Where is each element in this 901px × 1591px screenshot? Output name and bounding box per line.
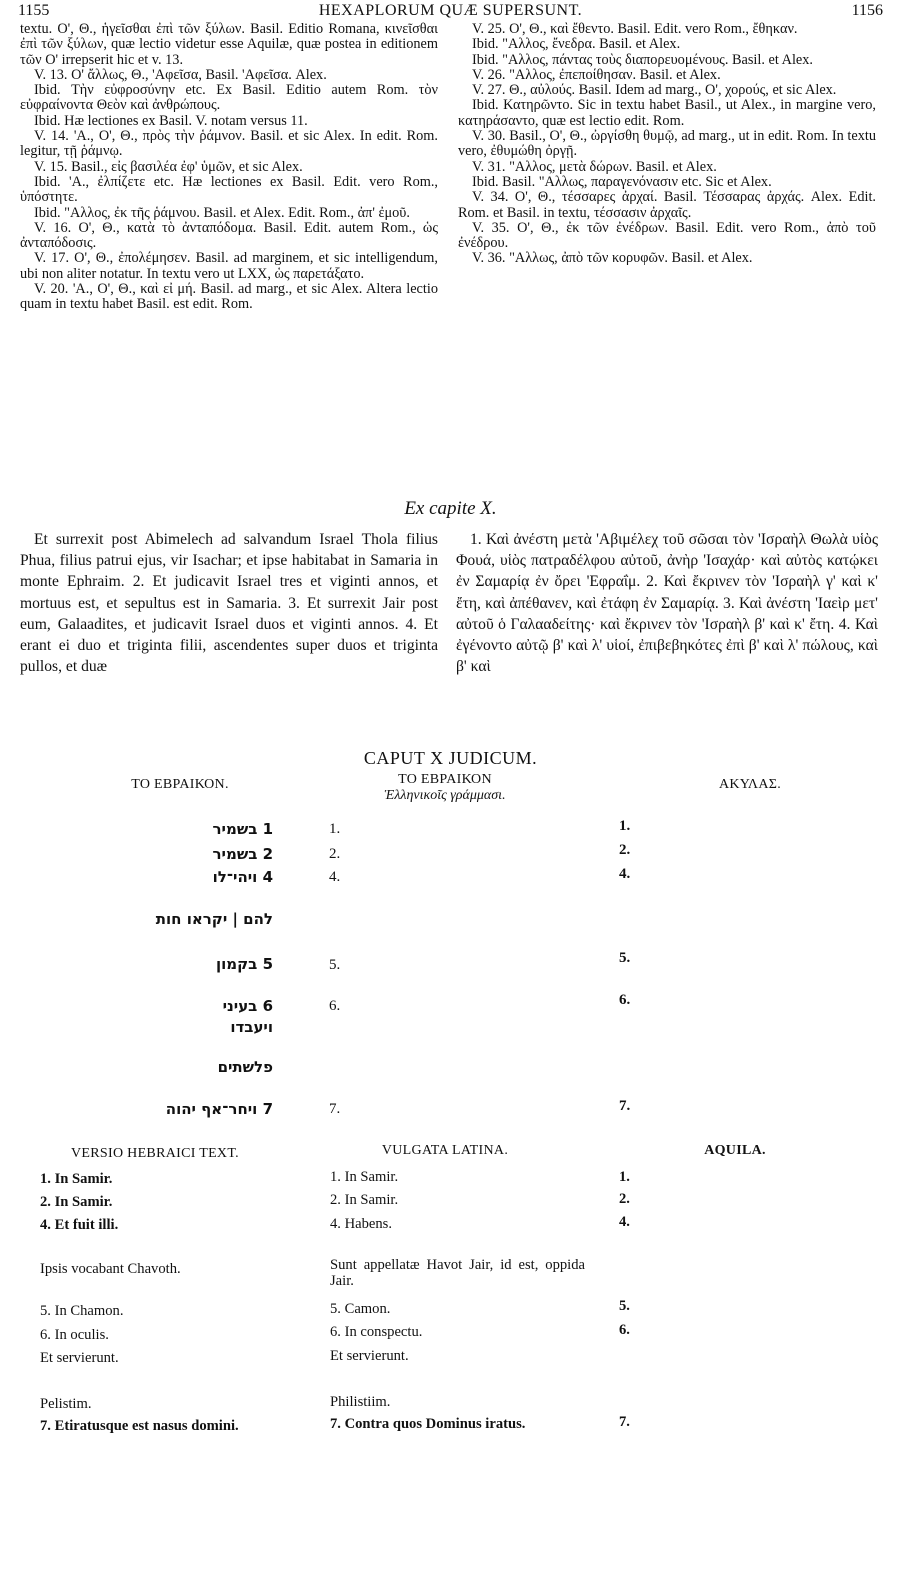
note: V. 25. O', Θ., καὶ ἔθεντο. Basil. Edit. vero Rom., ἔθηκαν. bbox=[472, 21, 798, 37]
hebrew-greek-row: 4. bbox=[329, 869, 341, 885]
note: Ibid. "Αλλος, ἐκ τῆς ῥάμνου. Basil. et Alex. Edit. Rom., ἀπ' ἐμοῦ. bbox=[34, 204, 410, 221]
hebrew-greek-row: 1. bbox=[329, 821, 341, 837]
aquila-row: 7. bbox=[619, 1414, 630, 1430]
hebrew-greek-row: 2. bbox=[329, 846, 341, 862]
hebrew-row: להם | יקראו חות bbox=[155, 910, 273, 928]
running-title: HEXAPLORUM QUÆ SUPERSUNT. bbox=[318, 2, 583, 19]
vulgata-row: 4. Habens. bbox=[330, 1216, 393, 1232]
note: textu. O', Θ., ἡγεῖσθαι ἐπὶ τῶν ξύλων. Basil. Editio Romana, κινεῖσθαι ἐπὶ τῶν ξύλων, quæ lectio videtur esse Aquilæ, quæ postea in editionem τῶν O' irrepserit hic et v. 13. bbox=[20, 21, 438, 68]
versio-row: 5. In Chamon. bbox=[40, 1303, 124, 1319]
aquila-row: 2. bbox=[619, 1191, 630, 1207]
note: Ibid. "Αλλος, πάντας τοὺς διαπορευομένους. Basil. et Alex. bbox=[472, 51, 813, 68]
column-header-vulgata: VULGATA LATINA. bbox=[381, 1143, 509, 1158]
hebrew-row: 1 בשמיר bbox=[212, 820, 273, 838]
section-title: Ex capite X. bbox=[404, 498, 497, 519]
aquila-row: 6. bbox=[619, 1322, 630, 1338]
hebrew-row: 5 בקמון bbox=[215, 955, 273, 973]
note: V. 36. "Αλλως, ἀπὸ τῶν κορυφῶν. Basil. et Alex. bbox=[472, 250, 753, 267]
vulgata-row: 6. In conspectu. bbox=[330, 1324, 423, 1340]
column-header-hebrew: ΤΟ ΕΒΡΑΙΚΟΝ. bbox=[131, 777, 229, 792]
versio-row: Ipsis vocabant Chavoth. bbox=[40, 1261, 181, 1277]
column-header-versio: VERSIO HEBRAICI TEXT. bbox=[71, 1146, 239, 1161]
column-subheader-hebrew-greek: Ἑλληνικοῖς γράμμασι. bbox=[384, 788, 506, 803]
versio-row: Et servierunt. bbox=[40, 1350, 119, 1366]
note: Ibid. Basil. "Αλλως, παραγενόνασιν etc. Sic et Alex. bbox=[472, 173, 772, 190]
note: V. 17. O', Θ., ἐπολέμησεν. Basil. ad marginem, et sic intelligendum, ubi non aliter notatur. In textu vero ut LXX, ὡς παρετάξατο. bbox=[20, 250, 438, 282]
notes-right-column bbox=[458, 22, 876, 267]
note: V. 30. Basil., O', Θ., ὠργίσθη θυμῷ, ad marg., ut in edit. Rom. In textu vero, ἐθυμώθη ὀργῇ. bbox=[458, 128, 876, 160]
note: Ibid. Τὴν εὐφροσύνην etc. Ex Basil. Editio autem Rom. τὸν εὐφραίνοντα Θεὸν καὶ ἀνθρώπους. bbox=[20, 82, 438, 114]
versio-row: Pelistim. bbox=[40, 1396, 92, 1412]
column-header-aquila-greek: ΑΚΥΛΑΣ. bbox=[718, 777, 782, 792]
note: Ibid. Κατηρῶντο. Sic in textu habet Basil., ut Alex., in margine vero, κατηράσαντο, quæ est lectio edit. Rom. bbox=[458, 97, 876, 129]
versio-row: 2. In Samir. bbox=[40, 1194, 113, 1210]
note: Ibid. 'A., ἐλπίζετε etc. Hæ lectiones ex Basil. Edit. vero Rom., ὑπόστητε. bbox=[20, 173, 438, 206]
aquila-row: 5. bbox=[619, 1298, 630, 1314]
note: Ibid. Hæ lectiones ex Basil. V. notam versus 11. bbox=[34, 112, 308, 129]
hebrew-row: 7 ויחר־אף יהוה bbox=[165, 1100, 273, 1118]
right-page-number: 1156 bbox=[851, 2, 883, 19]
note: V. 15. Basil., εἰς βασιλέα ἐφ' ὑμῶν, et sic Alex. bbox=[34, 158, 303, 175]
aquila-greek-row: 6. bbox=[619, 992, 631, 1008]
versio-row: 1. In Samir. bbox=[40, 1171, 113, 1187]
greek-body-text: 1. Καὶ ἀνέστη μετὰ 'Αβιμέλεχ τοῦ σῶσαι τὸν 'Ισραὴλ Θωλὰ υἱὸς Φουά, υἱὸς πατραδέλφου αὐτοῦ, ἀνὴρ 'Ισαχάρ· καὶ αὐτὸς κατῴκει ἐν Σαμαρίᾳ ἐν ὄρει 'Εφραΐμ. 2. Καὶ ἔκρινεν τὸν 'Ισραὴλ γ' καὶ κ' ἔτη, καὶ ἀπέθανεν, καὶ ἐτάφη ἐν Σαμαρίᾳ. 3. Καὶ ἀνέστη 'Ιαεὶρ μετ' αὐτοῦ ὁ Γαλααδείτης· καὶ ἔκρινεν τὸν 'Ισραὴλ β' καὶ κ' ἔτη. 4. Καὶ ἐγένοντο αὐτῷ β' καὶ λ' υἱοί, ἐπιβεβηκότες ἐπὶ β' καὶ λ' πώλους, καὶ β' καὶ bbox=[456, 531, 878, 676]
column-header-aquila: AQUILA. bbox=[704, 1143, 766, 1158]
hebrew-row: 4 ויהי־לו bbox=[212, 868, 273, 886]
left-page-number: 1155 bbox=[18, 2, 50, 19]
hebrew-row: ויעבדו bbox=[230, 1018, 273, 1036]
aquila-greek-row: 4. bbox=[619, 866, 631, 882]
aquila-greek-row: 5. bbox=[619, 950, 631, 966]
versio-row: 4. Et fuit illi. bbox=[40, 1217, 119, 1233]
note: V. 16. O', Θ., κατὰ τὸ ἀνταπόδομα. Basil. Edit. autem Rom., ὡς ἀνταπόδοσις. bbox=[20, 219, 438, 252]
caput-title: CAPUT X JUDICUM. bbox=[363, 748, 538, 768]
hebrew-row: 6 בעיני bbox=[222, 997, 273, 1015]
aquila-greek-row: 7. bbox=[619, 1098, 631, 1114]
note: V. 27. Θ., αὐλούς. Basil. Idem ad marg., O', χορούς, et sic Alex. bbox=[472, 82, 837, 99]
aquila-greek-row: 2. bbox=[619, 842, 631, 858]
vulgata-row: 1. In Samir. bbox=[330, 1169, 399, 1185]
hebrew-row: 2 בשמיר bbox=[212, 845, 273, 863]
column-header-hebrew-greek: ΤΟ ΕΒΡΑΙΚΟΝ bbox=[398, 772, 492, 787]
notes-left-column bbox=[20, 22, 438, 313]
hebrew-greek-row: 6. bbox=[329, 998, 341, 1014]
vulgata-row: 5. Camon. bbox=[330, 1301, 391, 1317]
vulgata-row: 2. In Samir. bbox=[330, 1192, 399, 1208]
latin-body-text: Et surrexit post Abimelech ad salvandum Israel Thola filius Phua, filius patrui ejus, vir Isachar; et ipse habitabat in Samaria in monte Ephraim. 2. Et judicavit Israel tres et viginti annos, et mortuus est, et sepultus est in Samaria. 3. Et surrexit Jair post eum, Galaadites, et judicavit Israel duos et viginti annos. 4. Et erant ei duo et triginta filii, ascendentes super duos et triginta pullos, et duæ bbox=[20, 531, 438, 676]
hebrew-greek-row: 5. bbox=[329, 957, 341, 973]
versio-row: 6. In oculis. bbox=[40, 1327, 109, 1343]
note: V. 14. 'A., O', Θ., πρὸς τὴν ῥάμνον. Basil. et sic Alex. In edit. Rom. legitur, τῇ ῥάμνῳ. bbox=[20, 128, 438, 160]
note: V. 34. O', Θ., τέσσαρες ἀρχαί. Basil. Τέσσαρας ἀρχάς. Alex. Edit. Rom. et Basil. in textu, τέσσασιν ἀρχαῖς. bbox=[458, 189, 876, 221]
note: Ibid. "Αλλος, ἔνεδρα. Basil. et Alex. bbox=[472, 36, 681, 53]
versio-row: 7. Etiratusque est nasus domini. bbox=[40, 1418, 239, 1434]
hebrew-row: פלשתים bbox=[217, 1058, 273, 1076]
aquila-row: 1. bbox=[619, 1169, 630, 1185]
note: V. 20. 'A., O', Θ., καὶ εἰ μή. Basil. ad marg., et sic Alex. Altera lectio quam in textu habet Basil. est edit. Rom. bbox=[20, 281, 438, 313]
vulgata-row: Et servierunt. bbox=[330, 1348, 409, 1364]
note: V. 13. O' ἄλλως, Θ., 'Αφεῖσα, Basil. 'Αφεῖσα. Alex. bbox=[34, 66, 327, 83]
aquila-row: 4. bbox=[619, 1214, 630, 1230]
note: V. 35. O', Θ., ἐκ τῶν ἐνέδρων. Basil. Edit. vero Rom., ἀπὸ τοῦ ἐνέδρου. bbox=[458, 219, 876, 252]
note: V. 26. "Αλλος, ἐπεποίθησαν. Basil. et Alex. bbox=[472, 66, 721, 83]
vulgata-row: Sunt appellatæ Havot Jair, id est, oppida Jair. bbox=[330, 1257, 585, 1289]
aquila-greek-row: 1. bbox=[619, 818, 631, 834]
note: V. 31. "Αλλος, μετὰ δώρων. Basil. et Alex. bbox=[472, 158, 717, 175]
hebrew-greek-row: 7. bbox=[329, 1101, 341, 1117]
vulgata-row: 7. Contra quos Dominus iratus. bbox=[330, 1416, 526, 1432]
vulgata-row: Philistiim. bbox=[330, 1394, 391, 1410]
